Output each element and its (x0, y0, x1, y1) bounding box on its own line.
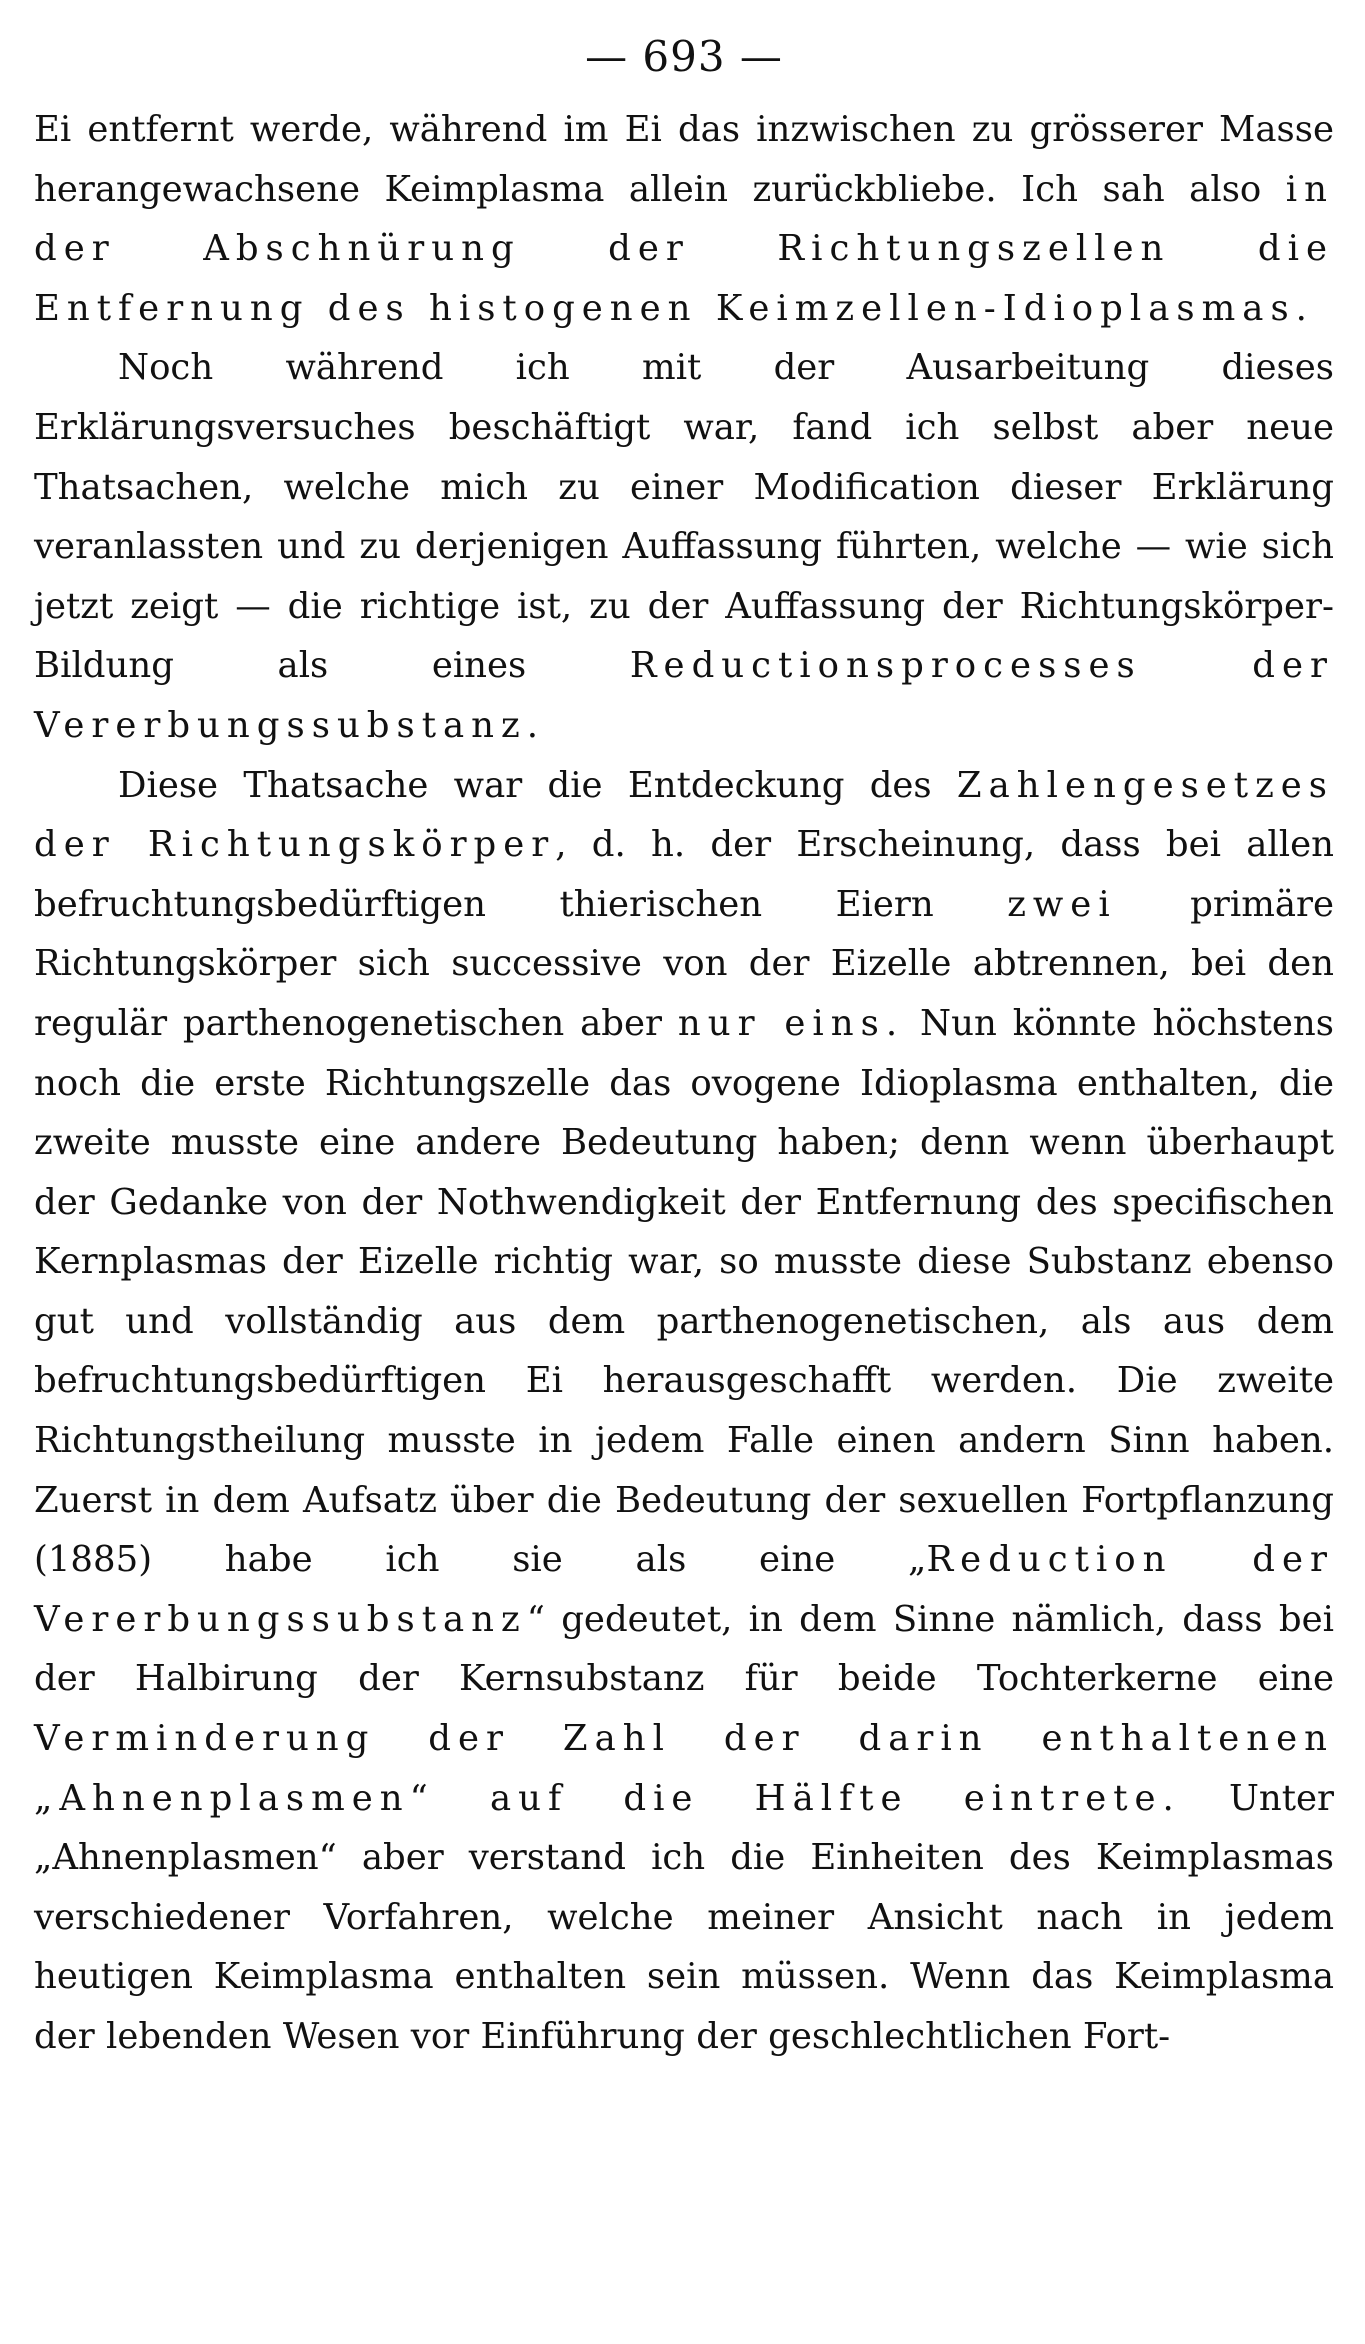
paragraph-1 (34, 100, 1334, 338)
emphasis-abschnuerung: in der Abschnürung der Richtungszellen die Entfernung des histogenen Keimzellen-Idioplasmas. (34, 168, 1334, 329)
paragraph-1-text: Ei entfernt werde, während im Ei das inzwischen zu grösserer Masse herangewachsene Keimplasma allein zurückbliebe. Ich sah also (34, 109, 1334, 210)
paragraph-2-text: Noch während ich mit der Ausarbeitung dieses Erklärungsversuches beschäftigt war, fand ich selbst aber neue Thatsachen, welche mich zu einer Modification dieser Erklärung veranlassten und zu derjenigen Auffassung führten, welche — wie sich jetzt zeigt — die richtige ist, zu der Auffassung der Richtungskörper-Bildung als eines (34, 347, 1334, 687)
emphasis-verminderung: Verminderung der Zahl der darin enthaltenen „Ahnenplasmen“ auf die Hälfte eintrete. (34, 1718, 1334, 1819)
paragraph-3-text-3: primäre Richtungskörper sich successive von der Eizelle abtrennen, bei den regulär parthenogenetischen aber (34, 883, 1334, 1044)
emphasis-zahlengesetz: Zahlengesetzes der Richtungskörper (34, 764, 1334, 866)
paragraph-3 (34, 756, 1334, 2067)
paragraph-3-text-4: Nun könnte höchstens noch die erste Richtungszelle das ovogene Idioplasma enthalten, die zweite musste eine andere Bedeutung haben; denn wenn überhaupt der Gedanke von der Nothwendigkeit der Entfernung des specifischen Kernplasmas der Eizelle richtig war, so musste diese Substanz ebenso gut und vollständig aus dem parthenogenetischen, als aus dem befruchtungsbedürftigen Ei herausgeschafft werden. Die zweite Richtungstheilung musste in jedem Falle einen andern Sinn haben. Zuerst in dem Aufsatz über die Bedeutung der sexuellen Fortpflanzung (1885) habe ich sie als eine „ (34, 1002, 1335, 1581)
emphasis-zwei: zwei (1007, 883, 1117, 925)
document-page (34, 28, 1334, 2067)
paragraph-3-text-6: Unter „Ahnenplasmen“ aber verstand ich die Einheiten des Keimplasmas verschiedener Vorfahren, welche meiner Ansicht nach in jedem heutigen Keimplasma enthalten sein müssen. Wenn das Keimplasma der lebenden Wesen vor Einführung der geschlechtlichen Fort- (34, 1777, 1334, 2057)
emphasis-reductionsprocess: Reductionsprocesses der Vererbungssubstanz. (34, 645, 1334, 746)
paragraph-3-text-5: “ gedeutet, in dem Sinne nämlich, dass bei der Halbirung der Kernsubstanz für beide Tochterkerne eine (34, 1598, 1334, 1700)
emphasis-reduction: Reduction der Vererbungssubstanz (34, 1539, 1334, 1640)
paragraph-3-text-2: , d. h. der Erscheinung, dass bei allen befruchtungsbedürftigen thierischen Eiern (34, 824, 1335, 925)
emphasis-nur-eins: nur eins. (677, 1002, 905, 1044)
paragraph-2 (34, 338, 1334, 755)
paragraph-3-text-1: Diese Thatsache war die Entdeckung des (118, 764, 957, 806)
page-number: — 693 — (585, 32, 783, 81)
